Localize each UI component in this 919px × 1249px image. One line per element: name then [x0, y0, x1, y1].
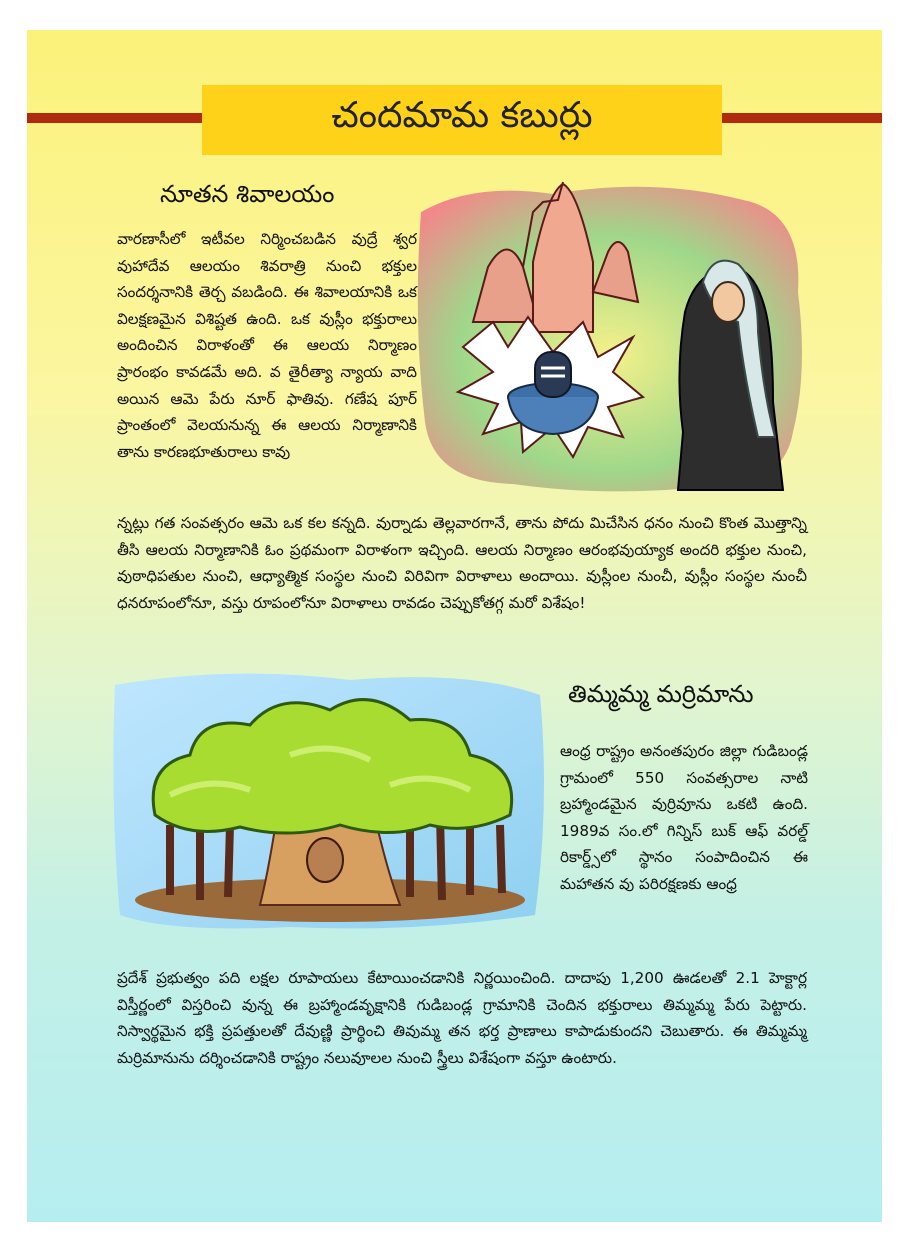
page-title-box	[202, 85, 722, 155]
woman-face	[712, 282, 744, 322]
tree-face	[307, 838, 343, 882]
banyan-tree-illustration	[110, 665, 550, 935]
temple-illustration	[413, 172, 808, 497]
title-rule-right	[722, 113, 882, 123]
article1-text-bottom: న్నట్లు గత సంవత్సరం ఆమె ఒక కల కన్నది. వుర్నాడు తెల్లవారగానే, తాను పోదు మిచేసిన ధనం నుంచి కొంత మొత్తాన్ని తీసి ఆలయ నిర్మాణానికి ఓం ప్రథమంగా విరాళంగా ఇచ్చింది. ఆలయ నిర్మాణం ఆరంభవుయ్యాక అందరి భక్తుల నుంచి, వుఠాధిపతుల నుంచి, ఆధ్యాత్మిక సంస్థల నుంచి విరివిగా విరాళాలు అందాయి. వుస్లీంల నుంచీ, వుస్లీం సంస్థల నుంచీ ధనరూపంలోనూ, వస్తు రూపంలోనూ విరాళాలు రావడం చెప్పుకోతగ్గ మరో విశేషం!	[117, 514, 807, 612]
title-rule-left	[27, 113, 202, 123]
page-title: చందమామ కబుర్లు	[331, 95, 593, 136]
article1-heading: నూతన శివాలయం	[160, 180, 335, 208]
article2-text-bottom: ప్రదేశ్ ప్రభుత్వం పది లక్షల రూపాయలు కేటాయించడానికి నిర్ణయించింది. దాదాపు 1,200 ఊడలతో 2.1 హెక్టార్ల విస్తీర్ణంలో విస్తరించి వున్న ఈ బ్రహ్మాండవృక్షానికి గుడిబండ్ల గ్రామానికి చెందిన భక్తురాలు తిమ్మమ్మ పేరు పెట్టారు. నిస్వార్థమైన భక్తి ప్రపత్తులతో దేవుణ్ణి ప్రార్థించి తివుమ్మ తన భర్త ప్రాణాలు కాపాడుకుందని చెబుతారు. ఈ తిమ్మమ్మ మర్రిమానును దర్శించడానికి రాష్ట్రం నలువూలల నుంచి స్త్రీలు విశేషంగా వస్తూ ఉంటారు.	[117, 969, 807, 1067]
article2-heading: తిమ్మమ్మ మర్రిమాను	[568, 680, 754, 708]
article1-text-top: వారణాసీలో ఇటీవల నిర్మించబడిన వుద్రే శ్వర వుహాదేవ ఆలయం శివరాత్రి నుంచి భక్తుల సందర్శనానికి తెర్చ వబడింది. ఈ శివాలయానికి ఒక విలక్షణమైన విశిష్టత ఉంది. ఒక వుస్లీం భక్తురాలు అందించిన విరాళంతో ఈ ఆలయ నిర్మాణం ప్రారంభం కావడమే అది. వ తైరీత్యా న్యాయ వాది అయిన ఆమె పేరు నూర్ ఫాతివు. గణేష పూర్ ప్రాంతంలో వెలయనున్న ఈ ఆలయ నిర్మాణానికి తాను కారణభూతురాలు కావు	[117, 230, 417, 461]
article2-text-top: ఆంధ్ర రాష్ట్రం అనంతపురం జిల్లా గుడిబండ్ల గ్రామంలో 550 సంవత్సరాల నాటి బ్రహ్మాండమైన వుర్రివూను ఒకటి ఉంది. 1989వ సం.లో గిన్నిస్ బుక్ ఆఫ్ వరల్డ్ రికార్డ్స్‌లో స్థానం సంపాదించిన ఈ మహాతన వు పరిరక్షణకు ఆంధ్ర	[560, 742, 808, 893]
